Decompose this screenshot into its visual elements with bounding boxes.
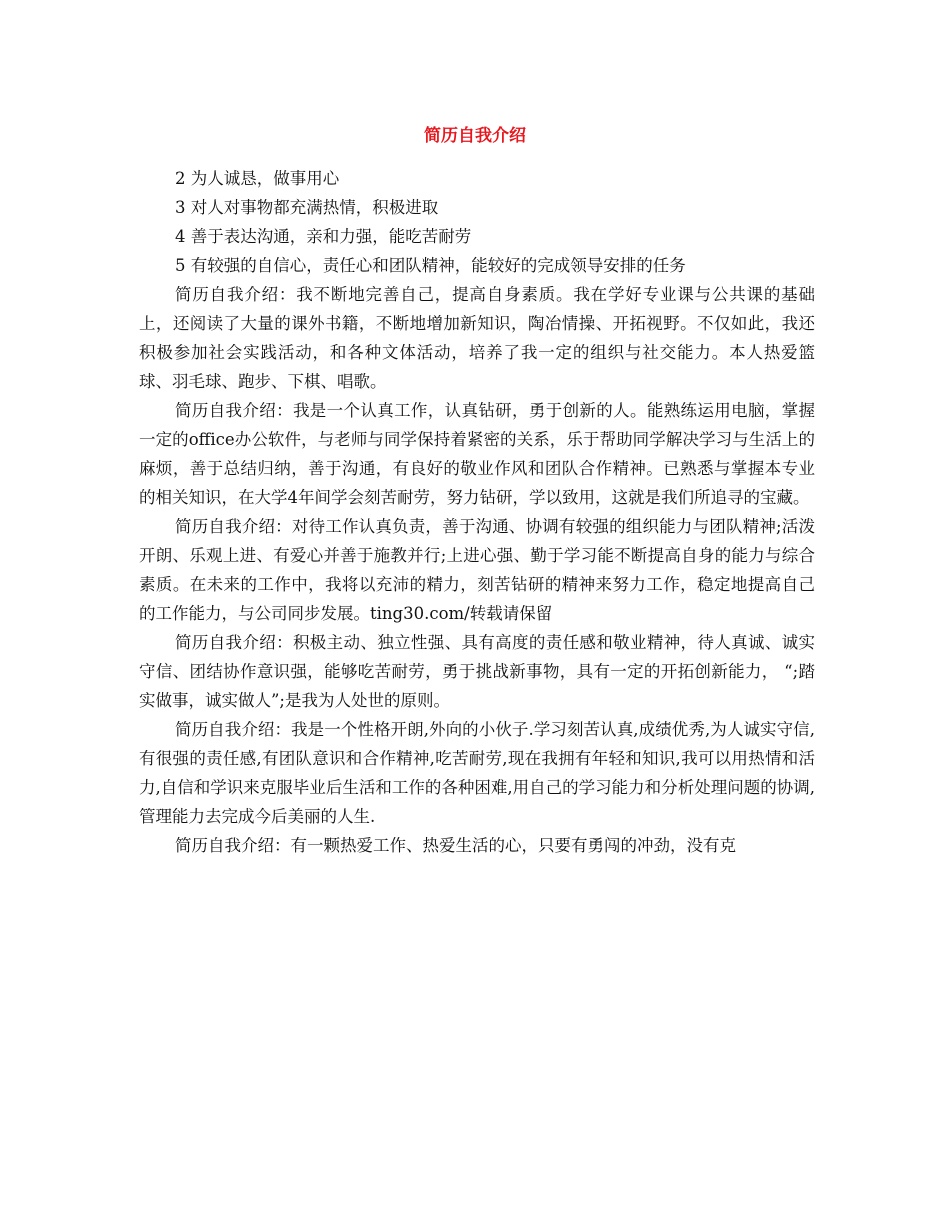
paragraph-5: 简历自我介绍：我是一个性格开朗,外向的小伙子.学习刻苦认真,成绩优秀,为人诚实守信,有很强的责任感,有团队意识和合作精神,吃苦耐劳,现在我拥有年轻和知识,我可以用热情和活力,自信和学识来克服毕业后生活和工作的各种困难,用自己的学习能力和分析处理问题的协调,管理能力去完成今后美丽的人生. (139, 720, 815, 826)
page-title: 简历自我介绍 (424, 126, 526, 146)
list-item-1: 2 为人诚恳，做事用心 (175, 169, 340, 188)
paragraph-3: 简历自我介绍：对待工作认真负责，善于沟通、协调有较强的组织能力与团队精神;活泼开朗、乐观上进、有爱心并善于施教并行;上进心强、勤于学习能不断提高自身的能力与综合素质。在未来的工作中，我将以充沛的精力，刻苦钻研的精神来努力工作，稳定地提高自己的工作能力，与公司同步发展。ting30.com/转载请保留 (139, 517, 815, 623)
paragraph-6: 简历自我介绍：有一颗热爱工作、热爱生活的心，只要有勇闯的冲劲，没有克 (175, 836, 736, 855)
list-item-3: 4 善于表达沟通，亲和力强，能吃苦耐劳 (175, 227, 472, 246)
paragraph-1: 简历自我介绍：我不断地完善自己，提高自身素质。我在学好专业课与公共课的基础上，还阅读了大量的课外书籍，不断地增加新知识，陶冶情操、开拓视野。不仅如此，我还积极参加社会实践活动，和各种文体活动，培养了我一定的组织与社交能力。本人热爱篮球、羽毛球、跑步、下棋、唱歌。 (139, 285, 815, 391)
document-body (139, 164, 815, 860)
list-item-2: 3 对人对事物都充满热情，积极进取 (175, 198, 439, 217)
paragraph-4: 简历自我介绍：积极主动、独立性强、具有高度的责任感和敬业精神，待人真诚、诚实守信、团结协作意识强，能够吃苦耐劳，勇于挑战新事物，具有一定的开拓创新能力， “;踏实做事，诚实做人”;是我为人处世的原则。 (139, 633, 815, 710)
list-item-4: 5 有较强的自信心，责任心和团队精神，能较好的完成领导安排的任务 (175, 256, 686, 275)
paragraph-2: 简历自我介绍：我是一个认真工作，认真钻研，勇于创新的人。能熟练运用电脑，掌握一定的office办公软件，与老师与同学保持着紧密的关系，乐于帮助同学解决学习与生活上的麻烦，善于总结归纳，善于沟通，有良好的敬业作风和团队合作精神。已熟悉与掌握本专业的相关知识，在大学4年间学会刻苦耐劳，努力钻研，学以致用，这就是我们所追寻的宝藏。 (139, 401, 815, 507)
